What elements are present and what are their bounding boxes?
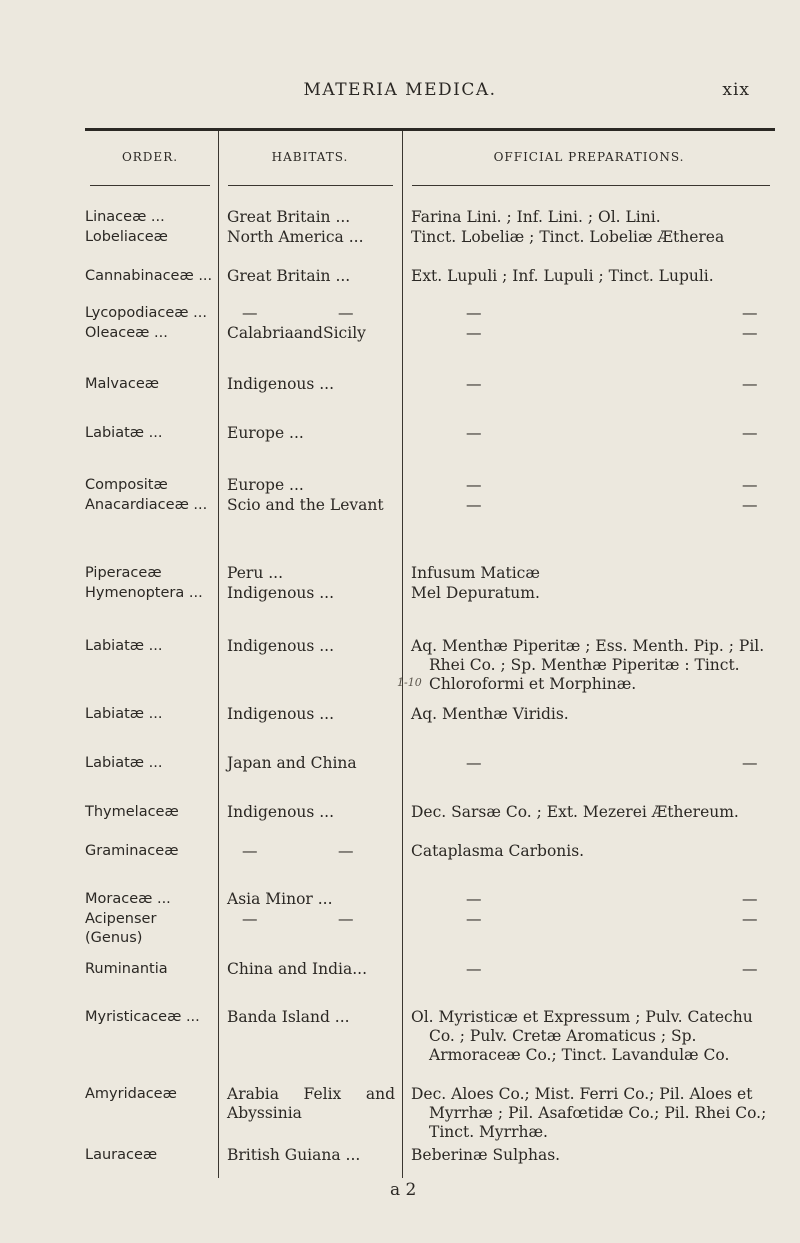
preparation-cell (411, 304, 756, 323)
dash-mark: — (466, 304, 482, 322)
header-rule-preparations (412, 185, 770, 186)
preparation-cell: Cataplasma Carbonis. (411, 842, 585, 860)
preparation-cell (411, 476, 756, 495)
order-cell: Cannabinaceæ ... (85, 268, 213, 284)
habitat-cell (227, 910, 352, 929)
dash-mark: — (466, 960, 482, 978)
habitat-cell: Indigenous ... (227, 705, 335, 723)
order-cell: Piperaceæ (85, 565, 162, 581)
dash-mark: — (466, 476, 482, 494)
dash-mark: — (742, 754, 758, 772)
top-rule (85, 128, 775, 131)
order-cell: Labiatæ ... (85, 425, 163, 441)
habitat-cell (227, 304, 352, 323)
order-cell: Amyridaceæ (85, 1086, 177, 1102)
habitat-cell: British Guiana ... (227, 1146, 361, 1164)
preparation-cell: Infusum Maticæ (411, 564, 540, 582)
preparation-cell: Aq. Menthæ Piperitæ ; Ess. Menth. Pip. ; Pil. Rhei Co. ; Sp. Menthæ Piperitæ : Tinct. Chloroformi et Morphinæ. (411, 637, 765, 693)
habitat-cell: Indigenous ... (227, 375, 335, 393)
order-cell: Hymenoptera ... (85, 585, 203, 601)
habitat-cell: Banda Island ... (227, 1008, 350, 1026)
header-rule-order (90, 185, 210, 186)
dash-mark: — (466, 375, 482, 393)
signature-mark: a 2 (390, 1180, 417, 1200)
dash-mark: — (466, 910, 482, 928)
order-cell: Labiatæ ... (85, 638, 163, 654)
dash-mark: — (742, 476, 758, 494)
habitat-cell: Europe ... (227, 424, 304, 442)
order-cell: Lauraceæ (85, 1147, 158, 1163)
dash-mark: — (742, 496, 758, 514)
habitat-cell: CalabriaandSicily (227, 324, 366, 342)
header-rule-habitats (228, 185, 393, 186)
order-cell: Anacardiaceæ ... (85, 497, 208, 513)
dash-mark: — (242, 842, 258, 860)
column-divider-2 (402, 131, 403, 1178)
column-header-preparations: OFFICIAL PREPARATIONS. (493, 150, 685, 164)
habitat-cell: Great Britain ... (227, 208, 351, 226)
column-header-habitats: HABITATS. (271, 150, 349, 164)
dash-mark: — (466, 324, 482, 342)
order-cell: Linaceæ ... (85, 209, 165, 225)
dash-mark: — (466, 890, 482, 908)
preparation-cell: Aq. Menthæ Viridis. (411, 705, 569, 723)
preparation-cell: Ext. Lupuli ; Inf. Lupuli ; Tinct. Lupuli. (411, 267, 714, 285)
preparation-cell (411, 424, 756, 443)
habitat-cell: Scio and the Levant (227, 496, 384, 514)
habitat-cell: North America ... (227, 228, 364, 246)
habitat-cell: Indigenous ... (227, 584, 335, 602)
habitat-cell: Indigenous ... (227, 803, 335, 821)
preparation-cell (411, 324, 756, 343)
order-cell: Labiatæ ... (85, 706, 163, 722)
preparation-cell (411, 960, 756, 979)
order-cell: Compositæ (85, 477, 168, 493)
preparation-cell (411, 375, 756, 394)
habitat-cell (227, 842, 352, 861)
order-cell: Lycopodiaceæ ... (85, 305, 207, 321)
preparation-cell: Ol. Myristicæ et Expressum ; Pulv. Catechu Co. ; Pulv. Cretæ Aromaticus ; Sp. Armoraceæ Co.; Tinct. Lavandulæ Co. (411, 1008, 753, 1064)
dash-mark: — (338, 910, 354, 928)
preparation-cell: Mel Depuratum. (411, 584, 540, 602)
habitat-cell: Europe ... (227, 476, 304, 494)
column-header-order: ORDER. (121, 150, 179, 164)
habitat-cell: Asia Minor ... (227, 890, 333, 908)
habitat-cell: Great Britain ... (227, 267, 351, 285)
order-cell: Malvaceæ (85, 376, 160, 392)
habitat-cell: Peru ... (227, 564, 284, 582)
order-cell: Graminaceæ (85, 843, 179, 859)
dash-mark: — (742, 890, 758, 908)
habitat-cell: Indigenous ... (227, 637, 335, 655)
dash-mark: — (466, 424, 482, 442)
dash-mark: — (466, 754, 482, 772)
preparation-cell: Farina Lini. ; Inf. Lini. ; Ol. Lini. (411, 208, 661, 226)
dash-mark: — (338, 842, 354, 860)
order-cell: Moraceæ ... (85, 891, 171, 907)
page-number: xix (722, 80, 750, 100)
order-cell: Ruminantia (85, 961, 168, 977)
dash-mark: — (338, 304, 354, 322)
dash-mark: — (742, 960, 758, 978)
dash-mark: — (742, 910, 758, 928)
margin-note: 1-10 (397, 676, 422, 689)
dash-mark: — (242, 304, 258, 322)
preparation-cell: Tinct. Lobeliæ ; Tinct. Lobeliæ Ætherea (411, 228, 725, 246)
order-cell: Acipenser (Genus) (85, 911, 157, 946)
preparation-cell: Beberinæ Sulphas. (411, 1146, 561, 1164)
order-cell: Labiatæ ... (85, 755, 163, 771)
dash-mark: — (742, 324, 758, 342)
preparation-cell: Dec. Sarsæ Co. ; Ext. Mezerei Æthereum. (411, 803, 739, 821)
order-cell: Lobeliaceæ (85, 229, 168, 245)
order-cell: Oleaceæ ... (85, 325, 168, 341)
dash-mark: — (742, 304, 758, 322)
habitat-cell: Arabia Felix and Abyssinia (227, 1085, 395, 1122)
habitat-cell: Japan and China (227, 754, 357, 772)
dash-mark: — (466, 496, 482, 514)
page-title: MATERIA MEDICA. (303, 80, 497, 100)
running-head (0, 80, 800, 110)
order-cell: Thymelaceæ (85, 804, 179, 820)
preparation-cell (411, 910, 756, 929)
dash-mark: — (742, 424, 758, 442)
preparation-cell (411, 754, 756, 773)
order-cell: Myristicaceæ ... (85, 1009, 200, 1025)
dash-mark: — (742, 375, 758, 393)
habitat-cell: China and India... (227, 960, 368, 978)
dash-mark: — (242, 910, 258, 928)
preparation-cell: Dec. Aloes Co.; Mist. Ferri Co.; Pil. Aloes et Myrrhæ ; Pil. Asafœtidæ Co.; Pil. Rhei Co.; Tinct. Myrrhæ. (411, 1085, 767, 1141)
preparation-cell (411, 496, 756, 515)
column-divider-1 (218, 131, 219, 1178)
preparation-cell (411, 890, 756, 909)
